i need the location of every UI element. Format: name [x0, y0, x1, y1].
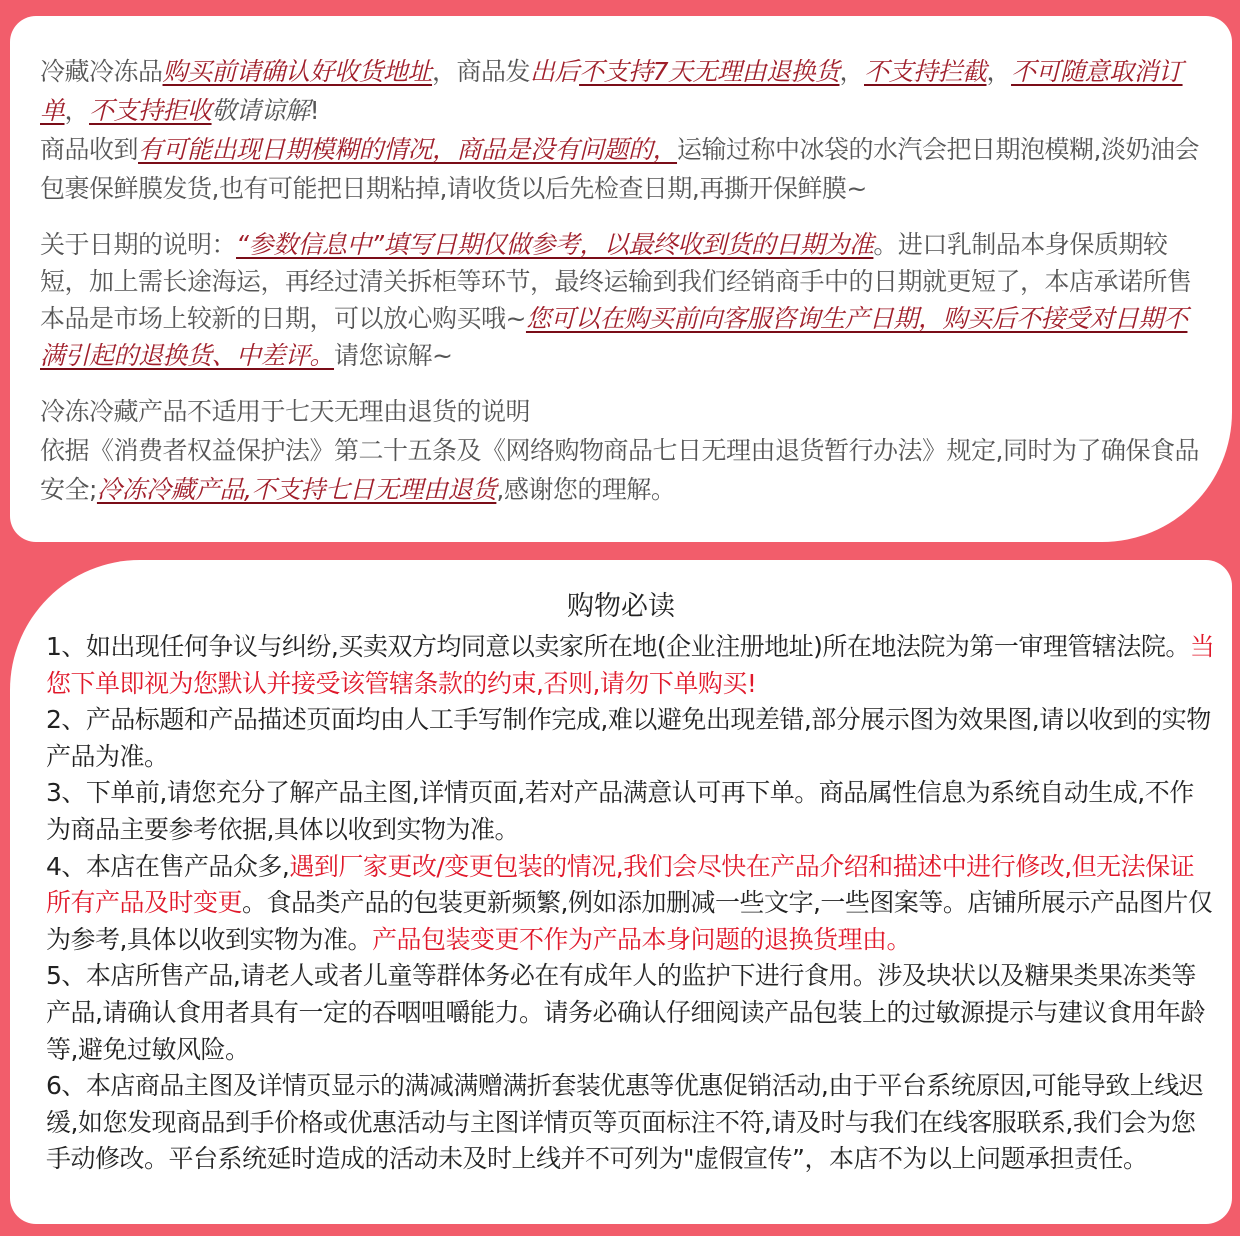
highlight-text: 不支持7天无理由退换货	[579, 57, 840, 86]
text: 请您谅解~	[334, 341, 453, 370]
text: ，	[839, 57, 864, 86]
notice-paragraph-no-return	[40, 392, 1210, 509]
notice-card	[10, 16, 1232, 542]
rule-4	[46, 849, 1218, 959]
red-text: 当您下单即视为您默认并接受该管辖条款的约束,否则,请勿下单购买!	[46, 632, 1215, 698]
rule-2	[46, 702, 1218, 775]
rules-title: 购物必读	[567, 591, 675, 622]
rule-6	[46, 1068, 1218, 1178]
text: 6、本店商品主图及详情页显示的满减满赠满折套装优惠等优惠促销活动,由于平台系统原因,可能导致上线迟缓,如您发现商品到手价格或优惠活动与主图详情页等页面标注不符,请及时与我们在线客服联系,我们会为您手动修改。平台系统延时造成的活动未及时上线并不可列为"虚假宣传”，本店不为以上问题承担责任。	[46, 1071, 1204, 1174]
highlight-text: 不支持拒收	[89, 96, 212, 125]
highlight-text: “参数信息中”填写日期仅做参考，以最终收到货的日期为准	[236, 230, 874, 259]
notice-paragraph-date-info	[40, 226, 1210, 374]
rule-3	[46, 775, 1218, 848]
text: 冷冻冷藏产品不适用于七天无理由退货的说明	[40, 397, 531, 426]
notice-paragraph-date-blur	[40, 130, 1210, 208]
highlight-text: 您可以在购买前向客服咨询生产日期，购买后不接受对日期不满引起的退换货、中差评。	[40, 304, 1188, 370]
text: ，	[64, 96, 90, 125]
text: 敬请谅解	[211, 96, 310, 125]
text: 。食品类产品的包装更新频繁,例如添加删减一些文字,一些图案等。店铺所展示产品图片仅为参考,具体以收到实物为准。	[46, 888, 1213, 954]
shopping-rules-card	[10, 560, 1232, 1224]
red-text: 产品包装变更不作为产品本身问题的退换货理由。	[371, 924, 911, 954]
text: 2、产品标题和产品描述页面均由人工手写制作完成,难以避免出现差错,部分展示图为效果图,请以收到的实物产品为准。	[46, 705, 1211, 771]
text: 关于日期的说明：	[40, 230, 237, 259]
text: 5、本店所售产品,请老人或者儿童等群体务必在有成年人的监护下进行食用。涉及块状以及糖果类果冻类等产品,请确认食用者具有一定的吞咽咀嚼能力。请务必确认仔细阅读产品包装上的过敏源提示与建议食用年龄等,避免过敏风险。	[46, 961, 1205, 1064]
text: ,感谢您的理解。	[496, 475, 676, 504]
highlight-text: 冷冻冷藏产品,不支持七日无理由退货	[96, 475, 497, 504]
text: 3、下单前,请您充分了解产品主图,详情页面,若对产品满意认可再下单。商品属性信息为系统自动生成,不作为商品主要参考依据,具体以收到实物为准。	[46, 778, 1194, 844]
red-text: 遇到厂家更改/变更包装的情况,我们会尽快在产品介绍和描述中进行修改,但无法保证所有产品及时变更	[46, 851, 1195, 918]
text: 。进口乳制品本身保质期较短，加上需长途海运，再经过清关拆柜等环节，最终运输到我们经销商手中的日期就更短了，本店承诺所售本品是市场上较新的日期，可以放心购买哦~	[40, 230, 1192, 333]
highlight-text: 不可随意取消订单	[40, 57, 1183, 125]
notice-paragraph-order	[40, 52, 1210, 130]
highlight-text: 出后	[530, 57, 580, 86]
text: 依据《消费者权益保护法》第二十五条及《网络购物商品七日无理由退货暂行办法》规定,同时为了确保食品安全;	[40, 436, 1199, 504]
text: 商品收到	[40, 135, 139, 164]
text: 1、如出现任何争议与纠纷,买卖双方均同意以卖家所在地(企业注册地址)所在地法院为第一审理管辖法院。	[46, 632, 1190, 661]
highlight-text: 不支持拦截	[864, 57, 987, 86]
text: ，商品发	[432, 57, 531, 86]
text: ，	[986, 57, 1012, 86]
rule-5	[46, 958, 1218, 1068]
highlight-text: 购买前请确认好收货地址	[162, 57, 433, 86]
text: 冷藏冷冻品	[40, 57, 163, 86]
text: 运输过称中冰袋的水汽会把日期泡模糊,淡奶油会包裹保鲜膜发货,也有可能把日期粘掉,请收货以后先检查日期,再撕开保鲜膜~	[40, 135, 1199, 203]
highlight-text: 有可能出现日期模糊的情况，商品是没有问题的，	[138, 135, 678, 164]
text: !	[309, 96, 320, 125]
text: 4、本店在售产品众多,	[46, 851, 290, 881]
rule-1	[46, 629, 1218, 702]
